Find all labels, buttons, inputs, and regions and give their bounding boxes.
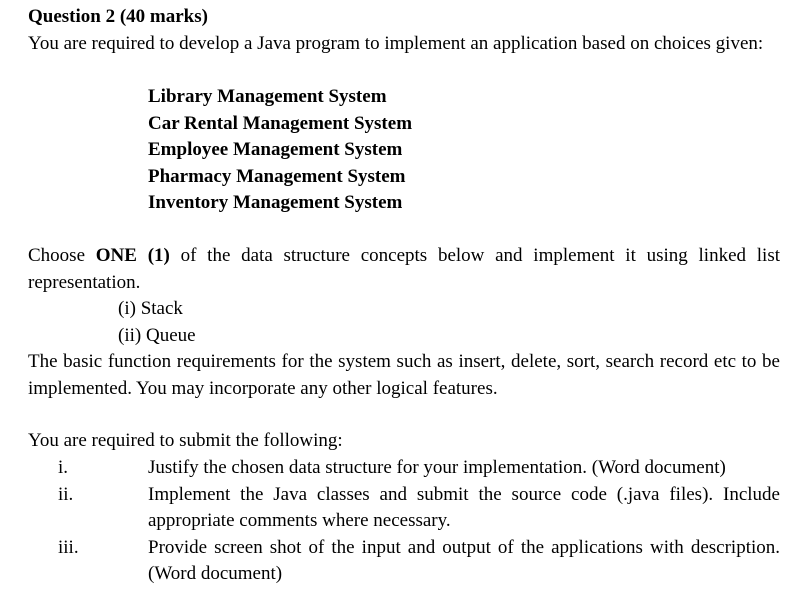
choose-prefix: Choose: [28, 245, 96, 266]
question-heading: Question 2 (40 marks): [28, 6, 208, 27]
application-choices-list: [148, 84, 412, 217]
deliverable-item: [28, 455, 780, 482]
deliverable-number: iii.: [58, 536, 79, 558]
deliverable-number: ii.: [58, 483, 74, 505]
choose-one: ONE: [95, 245, 137, 266]
deliverable-text: Justify the chosen data structure for your implementation. (Word document): [148, 457, 726, 478]
choose-suffix: of the data structure concepts below and implement it using linked list representation.: [28, 245, 780, 293]
choice-item: Pharmacy Management System: [148, 165, 406, 187]
data-structure-list: [118, 296, 196, 349]
submit-intro: You are required to submit the following:: [28, 430, 343, 451]
deliverables-list: [28, 455, 780, 588]
deliverable-number: i.: [58, 457, 69, 478]
data-structure-item: (i) Stack: [118, 298, 183, 319]
choose-paragraph: [28, 243, 780, 296]
deliverable-text: Implement the Java classes and submit the source code (.java files). Include appropriate comments where necessary.: [148, 483, 780, 531]
choice-item: Employee Management System: [148, 139, 403, 160]
data-structure-item: (ii) Queue: [118, 324, 196, 346]
requirements-paragraph: The basic function requirements for the system such as insert, delete, sort, search record etc to be implemented. You may incorporate any other logical features.: [28, 351, 780, 399]
choice-item: Inventory Management System: [148, 192, 403, 213]
choice-item: Car Rental Management System: [148, 112, 413, 134]
choice-item: Library Management System: [148, 86, 387, 107]
choose-num: (1): [147, 245, 170, 266]
deliverable-item: [28, 482, 780, 535]
deliverable-item: [28, 535, 780, 588]
intro-paragraph: You are required to develop a Java program to implement an application based on choices given:: [28, 33, 764, 54]
deliverable-text: Provide screen shot of the input and output of the applications with description. (Word document): [148, 536, 780, 584]
